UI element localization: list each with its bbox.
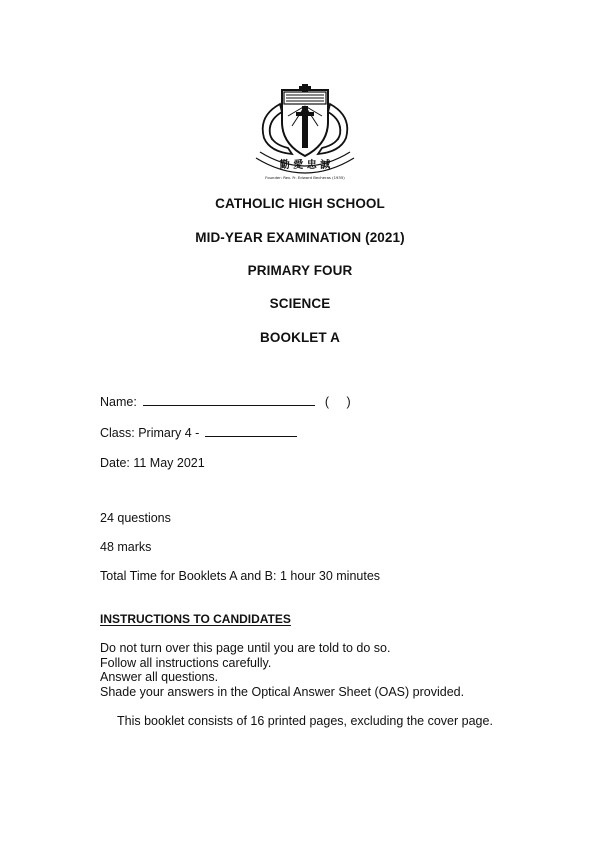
booklet-title: BOOKLET A (260, 330, 340, 345)
class-blank[interactable] (205, 426, 297, 437)
instruction-item: Shade your answers in the Optical Answer Sheet (OAS) provided. (100, 684, 465, 699)
instruction-item: Follow all instructions carefully. (100, 655, 272, 670)
page-count-note: This booklet consists of 16 printed pages, excluding the cover page. (117, 714, 493, 728)
name-blank[interactable] (143, 395, 315, 406)
question-count: 24 questions (100, 511, 171, 525)
instruction-item: Do not turn over this page until you are told to do so. (100, 641, 391, 655)
date-line: Date: 11 May 2021 (100, 456, 205, 470)
subject-title: SCIENCE (269, 296, 331, 311)
class-field-row (100, 426, 297, 440)
instructions-heading: INSTRUCTIONS TO CANDIDATES (100, 612, 291, 626)
crest-motto: 勤 愛 忠 誠 (279, 160, 331, 171)
name-field-row (100, 395, 351, 409)
register-number-parens: ( ) (324, 395, 351, 409)
class-label: Class: Primary 4 - (100, 426, 200, 440)
crest-founder-text: Founder: Rev. Fr. Edward Becheras (1935) (265, 175, 345, 180)
school-crest-icon (240, 82, 370, 182)
exam-title: MID-YEAR EXAMINATION (2021) (195, 230, 405, 245)
name-label: Name: (100, 395, 137, 409)
total-marks: 48 marks (100, 540, 152, 554)
instruction-item: Answer all questions. (100, 670, 219, 684)
level-title: PRIMARY FOUR (247, 263, 353, 278)
instructions-list (100, 641, 464, 699)
total-time: Total Time for Booklets A and B: 1 hour 30 minutes (100, 569, 381, 583)
school-name: CATHOLIC HIGH SCHOOL (215, 196, 385, 211)
